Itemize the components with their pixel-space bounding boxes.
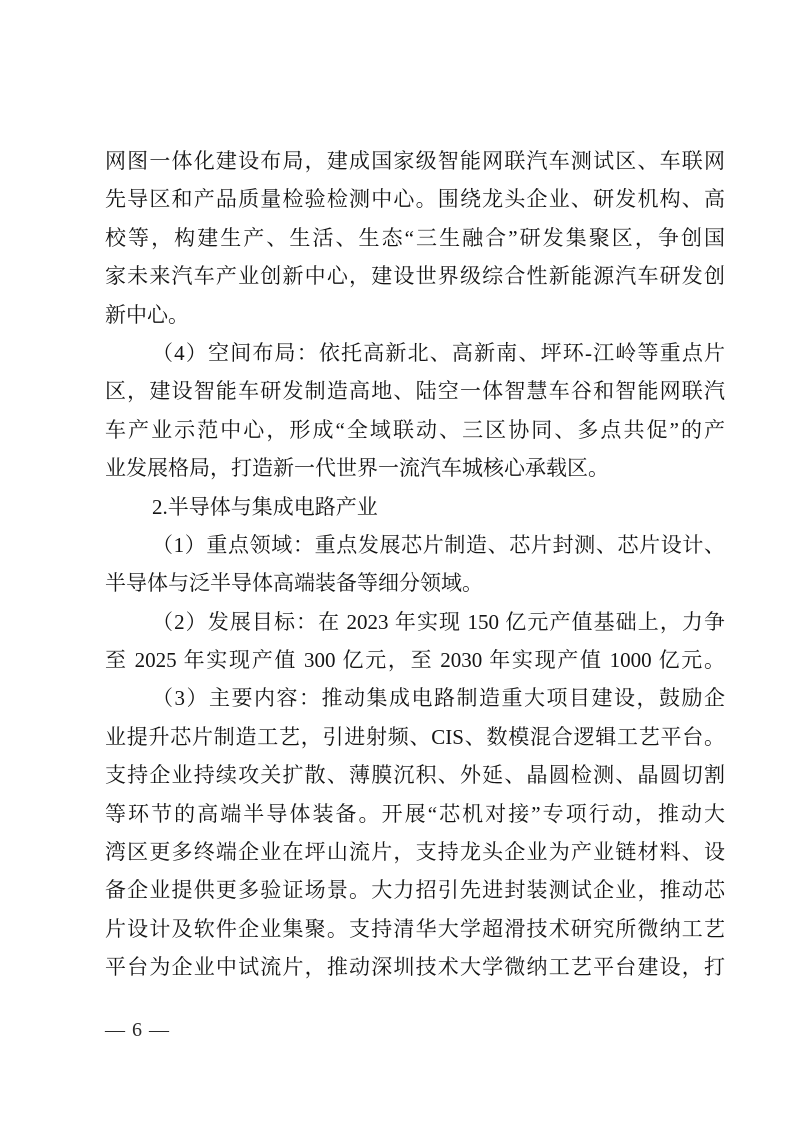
paragraph-2-development-goals [105,603,725,680]
text-line: 2.半导体与集成电路产业 [152,494,378,519]
text-line: （1）重点领域：重点发展芯片制造、芯片封测、芯片设计、 [152,532,725,557]
text-line: 校等，构建生产、生活、生态“三生融合”研发集聚区，争创国 [105,225,725,250]
text-line: 网图一体化建设布局，建成国家级智能网联汽车测试区、车联网 [105,149,725,173]
paragraph-continuation-auto-network [105,142,725,334]
text-line: （2）发展目标：在 2023 年实现 150 亿元产值基础上，力争 [152,609,725,634]
text-line: 湾区更多终端企业在坪山流片，支持龙头企业为产业链材料、设 [105,840,725,865]
text-line: 半导体与泛半导体高端装备等细分领域。 [105,571,483,596]
paragraph-3-main-content [105,679,725,986]
text-line: （3）主要内容：推动集成电路制造重大项目建设，鼓励企 [152,686,725,711]
heading-2-semiconductor-ic-industry [105,488,725,526]
text-line: 片设计及软件企业集聚。支持清华大学超滑技术研究所微纳工艺 [105,916,725,941]
text-line: 至 2025 年实现产值 300 亿元，至 2030 年实现产值 1000 亿元。 [105,648,725,673]
text-line: 新中心。 [105,302,189,327]
text-line: （4）空间布局：依托高新北、高新南、坪环-江岭等重点片 [152,340,725,365]
text-line: 业提升芯片制造工艺，引进射频、CIS、数模混合逻辑工艺平台。 [105,724,725,749]
text-line: 家未来汽车产业创新中心，建设世界级综合性新能源汽车研发创 [105,264,725,289]
text-line: 支持企业持续攻关扩散、薄膜沉积、外延、晶圆检测、晶圆切割 [105,763,725,788]
text-line: 等环节的高端半导体装备。开展“芯机对接”专项行动，推动大 [105,801,725,826]
text-line: 平台为企业中试流片，推动深圳技术大学微纳工艺平台建设，打 [105,955,725,980]
text-line: 区，建设智能车研发制造高地、陆空一体智慧车谷和智能网联汽 [105,379,725,404]
document-body [105,142,725,987]
text-line: 先导区和产品质量检验检测中心。围绕龙头企业、研发机构、高 [105,187,725,212]
text-line: 车产业示范中心，形成“全域联动、三区协同、多点共促”的产 [105,417,725,442]
paragraph-4-spatial-layout [105,334,725,488]
paragraph-1-key-areas [105,526,725,603]
text-line: 备企业提供更多验证场景。大力招引先进封装测试企业，推动芯 [105,878,725,903]
text-line: 业发展格局，打造新一代世界一流汽车城核心承载区。 [105,456,609,481]
page-number: — 6 — [105,1019,170,1041]
